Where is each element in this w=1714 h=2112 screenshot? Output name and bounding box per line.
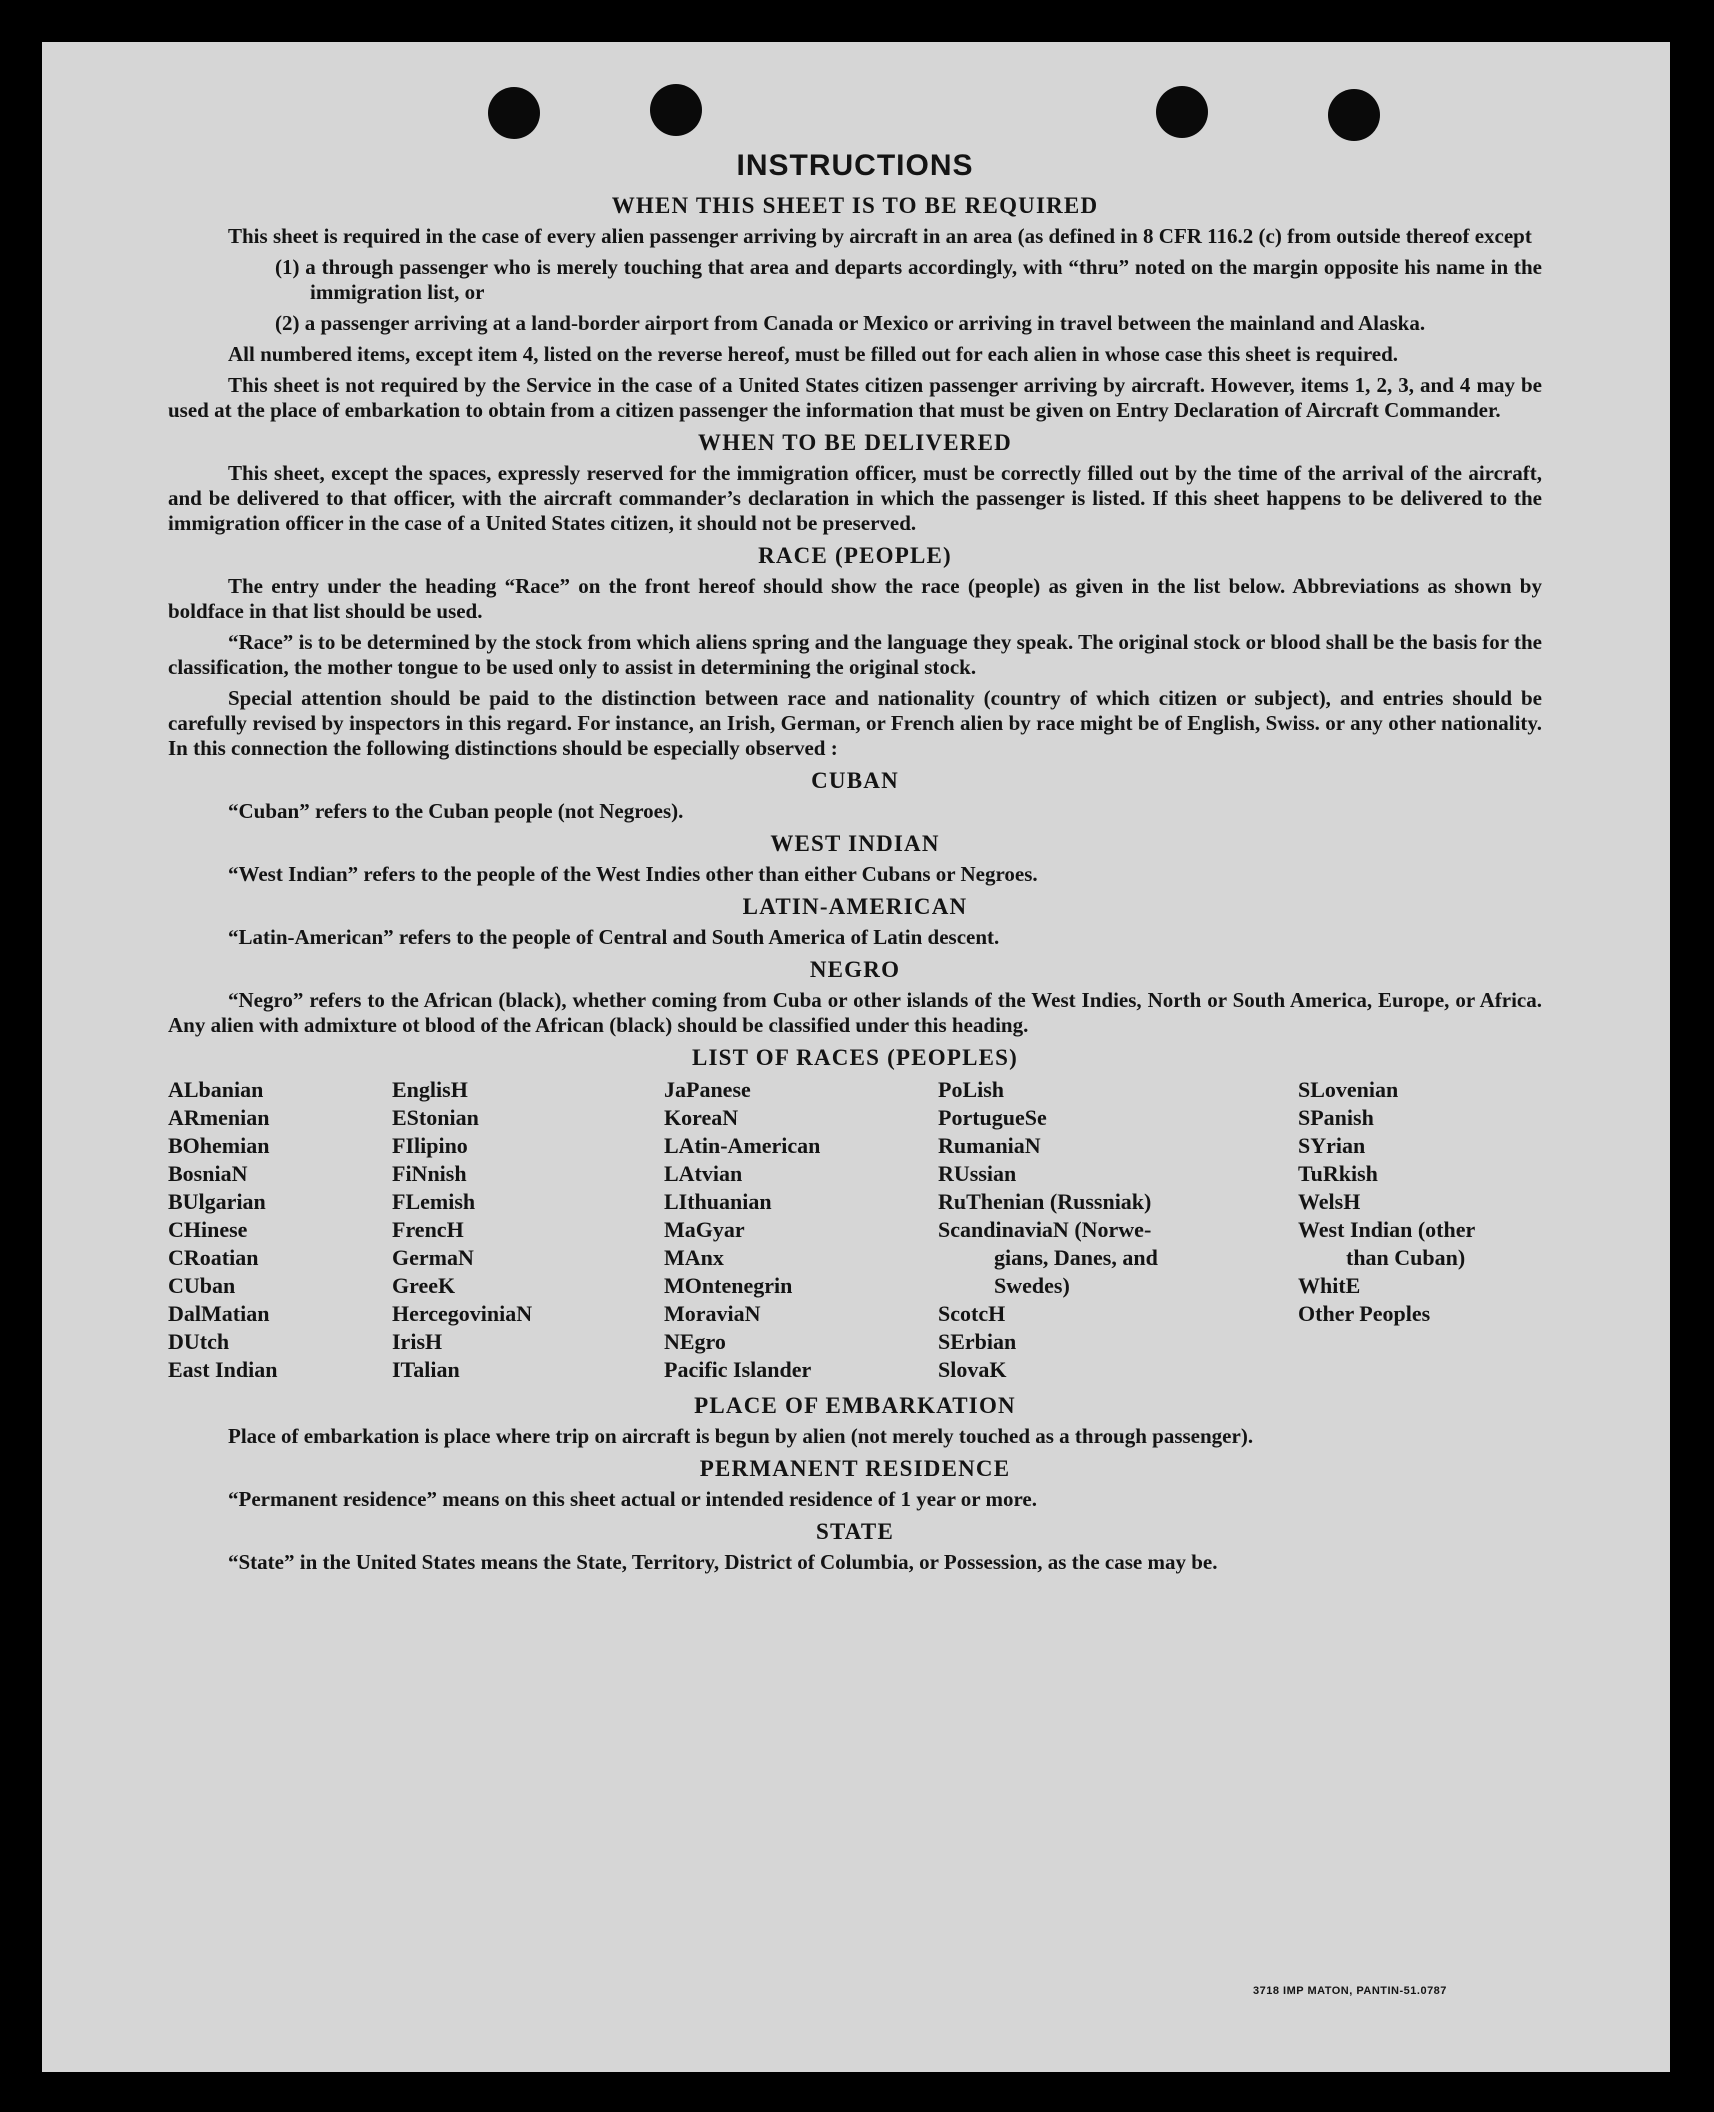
paragraph-exception-1: (1) a through passenger who is merely touching that area and departs accordingly, with “thru” noted on the margin opposite his name in the immigration list, or xyxy=(275,255,1542,304)
race-item: SErbian xyxy=(938,1329,1017,1354)
paragraph-exception-2: (2) a passenger arriving at a land-border airport from Canada or Mexico or arriving in travel between the mainland and Alaska. xyxy=(275,311,1426,335)
paragraph-race-nationality: Special attention should be paid to the distinction between race and nationality (country of which citizen or subject), and entries should be carefully revised by inspectors in this regard. For instance, an Irish, German, or French alien by race might be of English, Swiss. or any other nationality. In this connection the following distinctions should be especially observed : xyxy=(168,686,1542,760)
race-item: Pacific Islander xyxy=(664,1357,812,1382)
races-column-4 xyxy=(938,1076,1158,1384)
heading-west-indian: WEST INDIAN xyxy=(770,831,940,856)
race-item: EStonian xyxy=(392,1105,479,1130)
race-item: LAtin-American xyxy=(664,1133,821,1158)
paragraph-embarkation: Place of embarkation is place where trip on aircraft is begun by alien (not merely touched as a through passenger). xyxy=(228,1424,1254,1448)
race-item: RumaniaN xyxy=(938,1133,1041,1158)
paragraph-required-intro: This sheet is required in the case of every alien passenger arriving by aircraft in an area (as defined in 8 CFR 116.2 (c) from outside thereof except xyxy=(228,224,1532,248)
race-item: FIlipino xyxy=(392,1133,468,1158)
race-item: FiNnish xyxy=(392,1161,467,1186)
paragraph-citizen: This sheet is not required by the Service in the case of a United States citizen passenger arriving by aircraft. However, items 1, 2, 3, and 4 may be used at the place of embarkation to obtain from a citizen passenger the information that must be given on Entry Declaration of Aircraft Commander. xyxy=(168,373,1542,422)
heading-place-of-embarkation: PLACE OF EMBARKATION xyxy=(694,1393,1016,1418)
document-sheet xyxy=(42,42,1670,2072)
race-item: EnglisH xyxy=(392,1077,468,1102)
races-list xyxy=(168,1076,1542,1386)
paragraph-state: “State” in the United States means the State, Territory, District of Columbia, or Possession, as the case may be. xyxy=(228,1550,1218,1574)
paragraph-negro: “Negro” refers to the African (black), whether coming from Cuba or other islands of the West Indies, North or South America, Europe, or Africa. Any alien with admixture ot blood of the African (black) should be classified under this heading. xyxy=(168,988,1542,1037)
paragraph-delivery: This sheet, except the spaces, expressly reserved for the immigration officer, must be correctly filled out by the time of the arrival of the aircraft, and be delivered to that officer, with the aircraft commander’s declaration in which the passenger is listed. If this sheet happens to be delivered to the immigration officer in the case of a United States citizen, it should not be preserved. xyxy=(168,461,1542,535)
race-item: CRoatian xyxy=(168,1245,259,1270)
race-item: CHinese xyxy=(168,1217,248,1242)
paragraph-race-definition: “Race” is to be determined by the stock from which aliens spring and the language they speak. The original stock or blood shall be the basis for the classification, the mother tongue to be used only to assist in determining the original stock. xyxy=(168,630,1542,679)
race-item: RuThenian (Russniak) xyxy=(938,1189,1152,1214)
races-column-5 xyxy=(1298,1076,1475,1328)
heading-list-of-races: LIST OF RACES (PEOPLES) xyxy=(691,1045,1019,1070)
race-item: TuRkish xyxy=(1298,1161,1378,1186)
heading-negro: NEGRO xyxy=(809,957,901,982)
paragraph-numbered-items: All numbered items, except item 4, listed on the reverse hereof, must be filled out for each alien in whose case this sheet is required. xyxy=(228,342,1399,366)
race-item: DalMatian xyxy=(168,1301,270,1326)
race-item: LIthuanian xyxy=(664,1189,772,1214)
printer-imprint: 3718 IMP MATON, PANTIN-51.0787 xyxy=(1253,1985,1447,1997)
race-item: GreeK xyxy=(392,1273,456,1298)
page-title: INSTRUCTIONS xyxy=(736,149,974,182)
heading-when-required: WHEN THIS SHEET IS TO BE REQUIRED xyxy=(611,193,1099,218)
punch-hole xyxy=(488,87,540,139)
race-item: ARmenian xyxy=(168,1105,270,1130)
race-item: PortugueSe xyxy=(938,1105,1047,1130)
race-item: WhitE xyxy=(1298,1273,1361,1298)
races-column-2 xyxy=(392,1076,532,1384)
punch-hole xyxy=(1328,89,1380,141)
heading-cuban: CUBAN xyxy=(811,768,899,793)
paragraph-residence: “Permanent residence” means on this sheet actual or intended residence of 1 year or more. xyxy=(228,1487,1037,1511)
paragraph-cuban: “Cuban” refers to the Cuban people (not Negroes). xyxy=(228,799,684,823)
punch-hole xyxy=(1156,86,1208,138)
race-item: PoLish xyxy=(938,1077,1005,1102)
race-item: gians, Danes, and xyxy=(994,1245,1158,1270)
race-item: FLemish xyxy=(392,1189,476,1214)
race-item: West Indian (other xyxy=(1298,1217,1476,1242)
race-item: Other Peoples xyxy=(1298,1301,1431,1326)
race-item: East Indian xyxy=(168,1357,278,1382)
race-item: MaGyar xyxy=(664,1217,745,1242)
race-item: SPanish xyxy=(1298,1105,1374,1130)
race-item: GermaN xyxy=(392,1245,474,1270)
race-item: MAnx xyxy=(664,1245,724,1270)
race-item: WelsH xyxy=(1298,1189,1361,1214)
race-item: BosniaN xyxy=(168,1161,248,1186)
race-item: SlovaK xyxy=(938,1357,1007,1382)
instructions-content xyxy=(168,146,1542,1581)
race-item: Swedes) xyxy=(994,1273,1070,1298)
punch-hole xyxy=(650,84,702,136)
heading-permanent-residence: PERMANENT RESIDENCE xyxy=(699,1456,1011,1481)
race-item: ScandinaviaN (Norwe- xyxy=(938,1217,1152,1242)
race-item: LAtvian xyxy=(664,1161,743,1186)
race-item: IrisH xyxy=(392,1329,443,1354)
paragraph-latin-american: “Latin-American” refers to the people of Central and South America of Latin descent. xyxy=(228,925,1000,949)
paragraph-race-entry: The entry under the heading “Race” on the front hereof should show the race (people) as given in the list below. Abbreviations as shown by boldface in that list should be used. xyxy=(168,574,1542,623)
race-item: KoreaN xyxy=(664,1105,739,1130)
race-item: ScotcH xyxy=(938,1301,1006,1326)
race-item: SYrian xyxy=(1298,1133,1366,1158)
race-item: ALbanian xyxy=(168,1077,264,1102)
races-column-3 xyxy=(664,1076,820,1384)
heading-when-delivered: WHEN TO BE DELIVERED xyxy=(698,430,1012,455)
heading-latin-american: LATIN-AMERICAN xyxy=(742,894,968,919)
race-item: SLovenian xyxy=(1298,1077,1399,1102)
race-item: BUlgarian xyxy=(168,1189,266,1214)
races-column-1 xyxy=(168,1076,277,1384)
race-item: BOhemian xyxy=(168,1133,270,1158)
race-item: DUtch xyxy=(168,1329,230,1354)
heading-state: STATE xyxy=(815,1519,894,1544)
race-item: RUssian xyxy=(938,1161,1017,1186)
race-item: NEgro xyxy=(664,1329,726,1354)
race-item: JaPanese xyxy=(664,1077,751,1102)
race-item: HercegoviniaN xyxy=(392,1301,533,1326)
race-item: FrencH xyxy=(392,1217,464,1242)
paragraph-west-indian: “West Indian” refers to the people of the West Indies other than either Cubans or Negroes. xyxy=(228,862,1038,886)
race-item: MOntenegrin xyxy=(664,1273,793,1298)
race-item: than Cuban) xyxy=(1346,1245,1466,1270)
race-item: CUban xyxy=(168,1273,236,1298)
race-item: MoraviaN xyxy=(664,1301,761,1326)
race-item: ITalian xyxy=(392,1357,460,1382)
heading-race: RACE (PEOPLE) xyxy=(758,543,952,568)
